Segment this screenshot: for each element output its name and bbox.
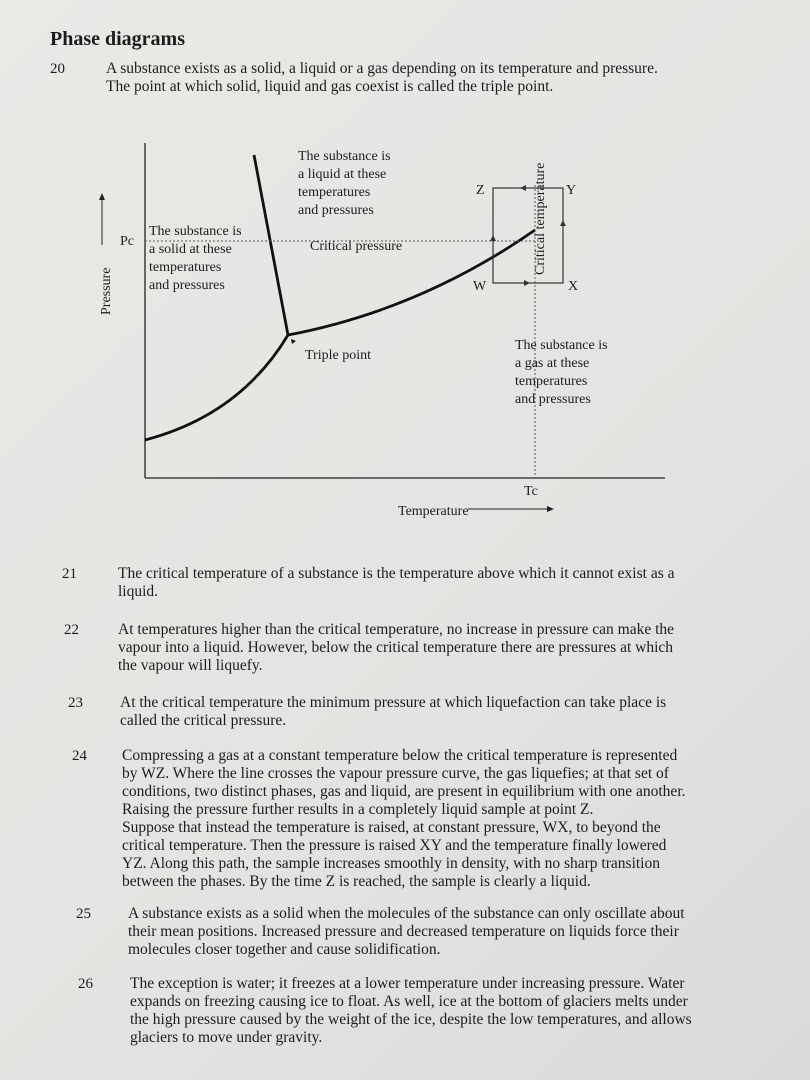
- paragraph-26: [78, 975, 798, 1055]
- triple-point-marker: [291, 339, 296, 344]
- text-line: The point at which solid, liquid and gas coexist is called the triple point.: [106, 78, 554, 95]
- text-line: conditions, two distinct phases, gas and liquid, are present in equilibrium with one another.: [122, 783, 686, 800]
- fusion-line: [254, 155, 288, 335]
- solid-label-line: and pressures: [149, 278, 225, 293]
- text-line: Suppose that instead the temperature is raised, at constant pressure, WX, to beyond the: [122, 819, 661, 836]
- text-line: vapour into a liquid. However, below the critical temperature there are pressures at which: [118, 639, 674, 656]
- text-line: YZ. Along this path, the sample increases smoothly in density, with no sharp transition: [122, 855, 660, 872]
- text-line: between the phases. By the time Z is reached, the sample is clearly a liquid.: [122, 873, 591, 890]
- text-line: glaciers to move under gravity.: [130, 1029, 323, 1046]
- paragraph-number: 23: [68, 695, 83, 711]
- paragraph-23: [68, 694, 788, 734]
- triple-point-label: Triple point: [305, 348, 371, 363]
- arrow-wz-icon: [490, 235, 496, 241]
- pc-label: Pc: [120, 234, 134, 249]
- phase-diagram-svg: [90, 135, 680, 525]
- text-line: the vapour will liquefy.: [118, 657, 263, 674]
- paragraph-22: [64, 621, 784, 681]
- liquid-label-line: The substance is: [298, 149, 391, 164]
- point-z-label: Z: [476, 183, 485, 198]
- text-line: At the critical temperature the minimum pressure at which liquefaction can take place is: [120, 694, 667, 711]
- arrow-yz-icon: [520, 185, 526, 191]
- critical-pressure-label: Critical pressure: [310, 239, 403, 254]
- solid-region-label: [149, 224, 245, 293]
- text-line: expands on freezing causing ice to float. As well, ice at the bottom of glaciers melts under: [130, 993, 688, 1010]
- gas-label-line: The substance is: [515, 338, 608, 353]
- text-line: A substance exists as a solid, a liquid or a gas depending on its temperature and pressure.: [106, 60, 658, 77]
- paragraph-number: 22: [64, 622, 79, 638]
- paragraph-number: 26: [78, 976, 93, 992]
- liquid-label-line: temperatures: [298, 185, 371, 200]
- paragraph-number: 25: [76, 906, 91, 922]
- point-w-label: W: [473, 279, 487, 294]
- text-line: liquid.: [118, 583, 159, 600]
- text-line: called the critical pressure.: [120, 712, 287, 729]
- point-x-label: X: [568, 279, 579, 294]
- pressure-axis-label: Pressure: [99, 267, 114, 315]
- solid-label-line: temperatures: [149, 260, 222, 275]
- text-line: Compressing a gas at a constant temperature below the critical temperature is represented: [122, 747, 678, 764]
- paragraph-number: 21: [62, 566, 77, 582]
- liquid-label-line: a liquid at these: [298, 167, 387, 182]
- paragraph-24: [72, 747, 792, 897]
- tc-label: Tc: [524, 484, 538, 499]
- solid-label-line: The substance is: [149, 224, 242, 239]
- text-line: A substance exists as a solid when the molecules of the substance can only oscillate about: [128, 905, 685, 922]
- gas-label-line: a gas at these: [515, 356, 590, 371]
- sublimation-curve: [145, 335, 288, 440]
- liquid-region-label: [298, 149, 394, 218]
- arrow-xy-icon: [560, 220, 566, 226]
- gas-label-line: and pressures: [515, 392, 591, 407]
- text-line: the high pressure caused by the weight of the ice, despite the low temperatures, and allows: [130, 1011, 692, 1028]
- temperature-axis-label: Temperature: [398, 504, 469, 519]
- text-line: The critical temperature of a substance is the temperature above which it cannot exist as a: [118, 565, 675, 582]
- pressure-arrowhead-icon: [99, 193, 105, 200]
- paragraph-number: 24: [72, 748, 87, 764]
- text-line: by WZ. Where the line crosses the vapour pressure curve, the gas liquefies; at that set of: [122, 765, 669, 782]
- paragraph-21: [62, 565, 782, 605]
- text-line: The exception is water; it freezes at a lower temperature under increasing pressure. Water: [130, 975, 685, 992]
- text-line: Raising the pressure further results in a completely liquid sample at point Z.: [122, 801, 594, 818]
- solid-label-line: a solid at these: [149, 242, 232, 257]
- arrow-wx-icon: [524, 280, 530, 286]
- text-line: molecules closer together and cause solidification.: [128, 941, 441, 958]
- point-y-label: Y: [566, 183, 577, 198]
- text-line: At temperatures higher than the critical temperature, no increase in pressure can make the: [118, 621, 675, 638]
- page-title: Phase diagrams: [50, 28, 185, 50]
- liquid-label-line: and pressures: [298, 203, 374, 218]
- paragraph-20: [50, 60, 780, 100]
- text-line: critical temperature. Then the pressure is raised XY and the temperature finally lowered: [122, 837, 667, 854]
- gas-label-line: temperatures: [515, 374, 588, 389]
- paragraph-25: [76, 905, 796, 965]
- gas-region-label: [515, 338, 611, 407]
- critical-temperature-label: Critical temperature: [533, 162, 548, 275]
- paragraph-number: 20: [50, 61, 65, 77]
- temperature-arrowhead-icon: [547, 506, 554, 512]
- phase-diagram: [90, 135, 680, 525]
- text-line: their mean positions. Increased pressure and decreased temperature on liquids force their: [128, 923, 679, 940]
